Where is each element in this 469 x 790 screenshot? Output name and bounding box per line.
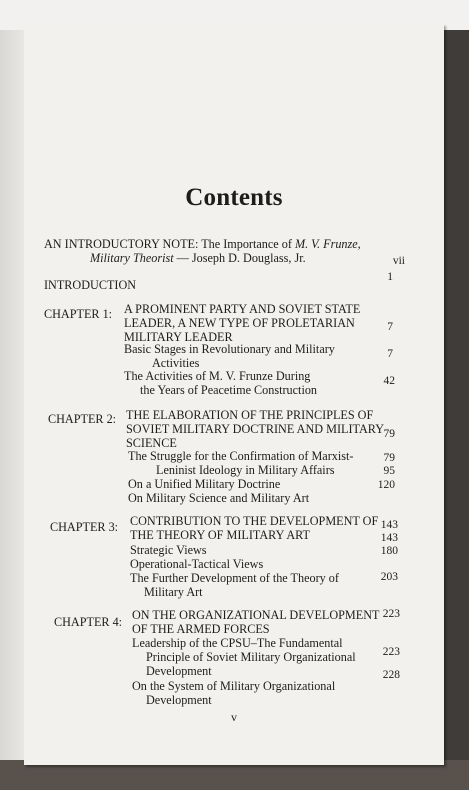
section-page: 7 [387, 348, 393, 360]
section-page: 95 [383, 465, 395, 477]
section-entry: On Military Science and Military Art [128, 491, 310, 505]
section-entry: the Years of Peacetime Construction [140, 383, 318, 397]
section-entry: Strategic Views [130, 543, 207, 557]
section-page: 120 [377, 479, 395, 491]
chapter-3-label: CHAPTER 3: [50, 520, 119, 534]
intro-note-author: — Joseph D. Douglass, Jr. [173, 251, 306, 265]
chapter-2-title-line: SCIENCE [126, 436, 177, 450]
chapter-1-page: 7 [387, 321, 393, 333]
intro-note-text: AN INTRODUCTORY NOTE: The Importance of [44, 237, 295, 251]
chapter-4-title-line: ON THE ORGANIZATIONAL DEVELOPMENT [132, 608, 380, 622]
section-entry: Activities [152, 356, 200, 370]
section-page: 143 [380, 532, 398, 544]
introduction-label: INTRODUCTION [44, 278, 137, 292]
section-entry: On a Unified Military Doctrine [128, 477, 281, 491]
chapter-1-title-line: LEADER, A NEW TYPE OF PROLETARIAN [124, 316, 355, 330]
intro-note-line-2 [90, 251, 306, 265]
intro-note-line-1 [44, 237, 361, 251]
section-entry: Development [146, 664, 212, 678]
chapter-1-title-line: MILITARY LEADER [124, 330, 233, 344]
chapter-4-title-line: OF THE ARMED FORCES [132, 622, 270, 636]
chapter-1-title-line: A PROMINENT PARTY AND SOVIET STATE [124, 302, 361, 316]
chapter-2-title-line: SOVIET MILITARY DOCTRINE AND MILITARY [126, 422, 385, 436]
chapter-1-label: CHAPTER 1: [44, 307, 113, 321]
section-entry: Development [146, 693, 212, 707]
chapter-4-label: CHAPTER 4: [54, 615, 123, 629]
section-entry: Operational-Tactical Views [130, 557, 264, 571]
section-entry: Leadership of the CPSU–The Fundamental [132, 636, 343, 650]
section-page: 79 [383, 452, 395, 464]
intro-note-page: vii [392, 255, 405, 267]
introduction-page: 1 [387, 271, 393, 283]
section-entry: Basic Stages in Revolutionary and Military [124, 342, 335, 356]
intro-note-italic-2: Military Theorist [90, 251, 174, 265]
chapter-4-page: 223 [382, 608, 400, 620]
section-entry: Military Art [144, 585, 203, 599]
page-title: Contents [185, 184, 283, 211]
section-page: 203 [380, 571, 398, 583]
section-entry: The Struggle for the Confirmation of Marxist- [128, 449, 354, 463]
section-entry: Leninist Ideology in Military Affairs [156, 463, 335, 477]
section-entry: The Further Development of the Theory of [130, 571, 339, 585]
intro-note-italic: M. V. Frunze, [294, 237, 361, 251]
table-of-contents [24, 24, 444, 765]
section-page: 228 [382, 669, 400, 681]
chapter-3-title-line: THE THEORY OF MILITARY ART [130, 528, 310, 542]
chapter-3-page: 143 [380, 519, 398, 531]
section-entry: On the System of Military Organizational [132, 679, 336, 693]
section-page: 223 [382, 646, 400, 658]
section-entry: Principle of Soviet Military Organizational [146, 650, 356, 664]
section-page: 180 [380, 545, 398, 557]
chapter-2-label: CHAPTER 2: [48, 412, 117, 426]
chapter-2-title-line: THE ELABORATION OF THE PRINCIPLES OF [126, 408, 374, 422]
section-page: 42 [383, 375, 395, 387]
section-entry: The Activities of M. V. Frunze During [124, 369, 311, 383]
book-page [24, 24, 444, 765]
chapter-2-page: 79 [383, 428, 395, 440]
page-number: v [231, 710, 237, 724]
chapter-3-title-line: CONTRIBUTION TO THE DEVELOPMENT OF [130, 514, 379, 528]
